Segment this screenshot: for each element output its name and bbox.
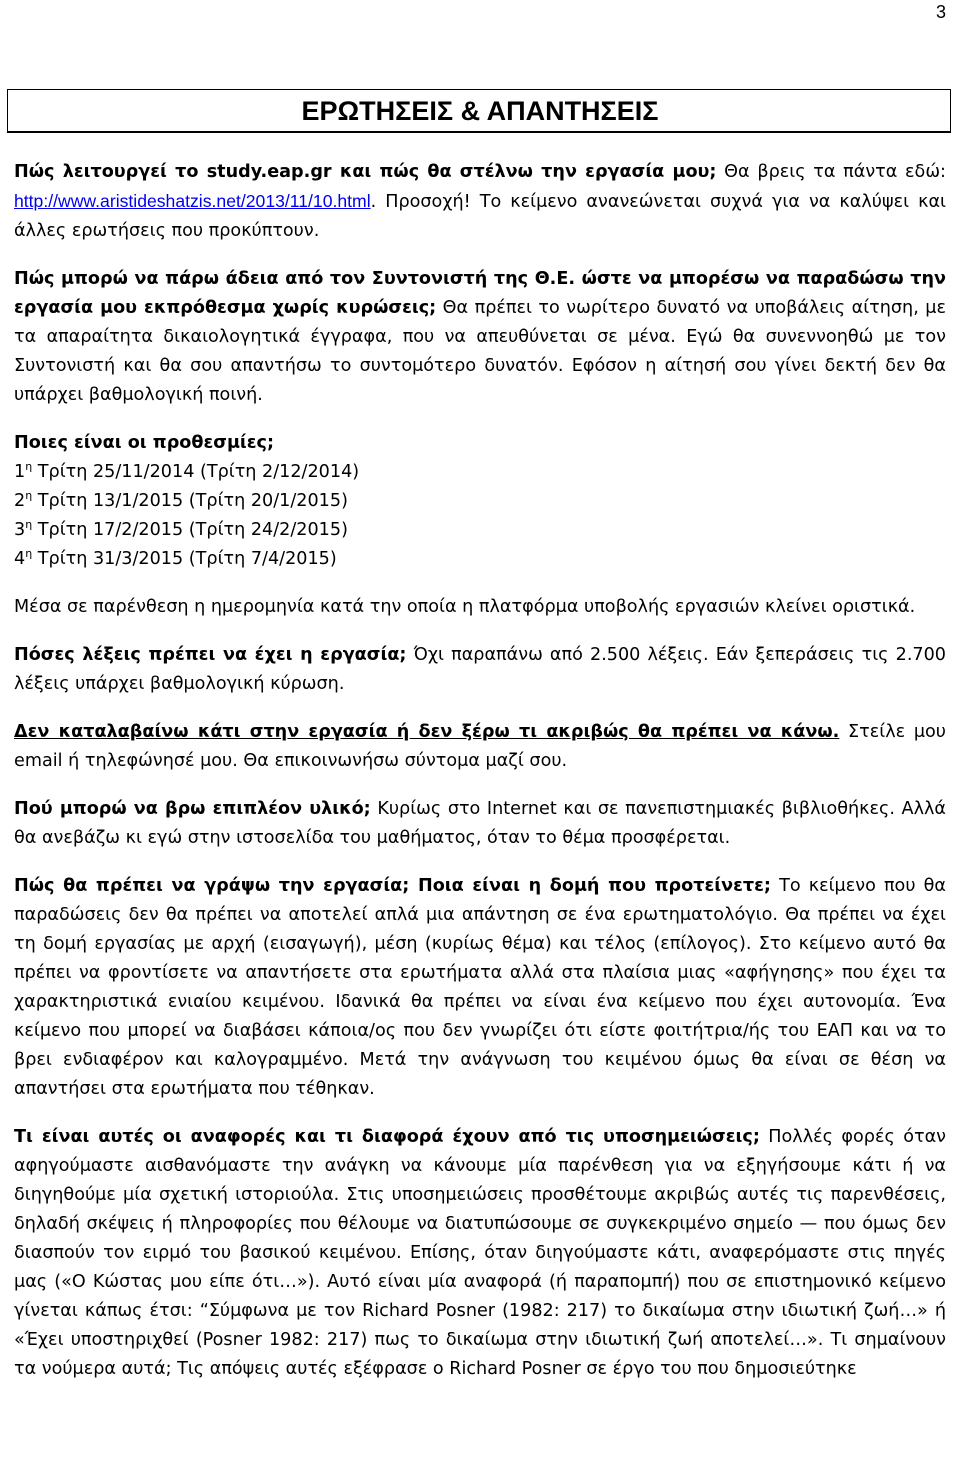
- answer-text: Κυρίως στο Internet και σε πανεπιστημιακές βιβλιοθήκες. Αλλά θα ανεβάζω κι εγώ στην ιστοσελίδα του μαθήματος, όταν το θέμα προσφέρεται.: [14, 799, 946, 848]
- question-text: Πώς μπορώ να πάρω άδεια από τον Συντονιστή της Θ.Ε. ώστε να μπορέσω να παραδώσω την εργασία μου εκπρόθεσμα χωρίς κυρώσεις;: [14, 269, 946, 318]
- deadline-row: $1^\eta$ Τρίτη 25/11/2014 (Τρίτη 2/12/2014): [14, 460, 360, 482]
- question-text: Τι είναι αυτές οι αναφορές και τι διαφορά έχουν από τις υποσημειώσεις;: [14, 1127, 760, 1147]
- question-text: Πώς λειτουργεί το study.eap.gr και πώς θα στέλνω την εργασία μου;: [14, 162, 717, 182]
- answer-text: Στείλε μου email ή τηλεφώνησέ μου. Θα επικοινωνήσω σύντομα μαζί σου.: [14, 722, 946, 771]
- deadline-row: $3^\eta$ Τρίτη 17/2/2015 (Τρίτη 24/2/2015): [14, 518, 348, 540]
- faq-item-contact: [14, 718, 946, 776]
- answer-text: Το κείμενο που θα παραδώσεις δεν θα πρέπει να αποτελεί απλά μια απάντηση σε ένα ερωτηματολόγιο. Θα πρέπει να έχει τη δομή εργασίας με αρχή (εισαγωγή), μέση (κυρίως θέμα) και τέλος (επίλογος). Στο κείμενο αυτό θα πρέπει να φροντίσετε να απαντήσετε στα ερωτήματα αλλά στα πλαίσια μιας «αφήγησης» που έχει τα χαρακτηριστικά ενιαίου κειμένου. Ιδανικά θα πρέπει να είναι ένα κείμενο που έχει αυτονομία. Ένα κείμενο που μπορεί να διαβάσει κάποια/ος που δεν γνωρίζει ότι είστε φοιτήτρια/ής του ΕΑΠ και να το βρει ενδιαφέρον και καλογραμμένο. Μετά την ανάγνωση του κειμένου όμως θα είναι σε θέση να απαντήσει στα ερωτήματα που τέθηκαν.: [14, 876, 946, 1099]
- faq-item-deadlines: [14, 429, 946, 574]
- answer-text: . Προσοχή! Το κείμενο ανανεώνεται συχνά για να καλύψει και άλλες ερωτήσεις που προκύπτουν.: [14, 192, 946, 241]
- page-title: ΕΡΩΤΗΣΕΙΣ & ΑΠΑΝΤΗΣΕΙΣ: [301, 96, 659, 126]
- answer-text: Όχι παραπάνω από 2.500 λέξεις. Εάν ξεπεράσεις τις 2.700 λέξεις υπάρχει βαθμολογική κύρωση.: [14, 645, 946, 694]
- deadline-row: $4^\eta$ Τρίτη 31/3/2015 (Τρίτη 7/4/2015): [14, 547, 337, 569]
- aristideshatzis-link[interactable]: http://www.aristideshatzis.net/2013/11/10.html: [14, 191, 371, 211]
- question-text: Ποιες είναι οι προθεσμίες;: [14, 433, 275, 453]
- page-number: 3: [935, 2, 946, 22]
- question-text: Πού μπορώ να βρω επιπλέον υλικό;: [14, 799, 371, 819]
- faq-item-structure: [14, 872, 946, 1104]
- deadlines-note: Μέσα σε παρένθεση η ημερομηνία κατά την οποία η πλατφόρμα υποβολής εργασιών κλείνει οριστικά.: [14, 597, 916, 617]
- faq-content: [14, 158, 946, 1403]
- faq-item-word-count: [14, 641, 946, 699]
- question-text: Πόσες λέξεις πρέπει να έχει η εργασία;: [14, 645, 407, 665]
- faq-item-material: [14, 795, 946, 853]
- deadline-row: $2^\eta$ Τρίτη 13/1/2015 (Τρίτη 20/1/2015): [14, 489, 348, 511]
- faq-item-study-platform: [14, 158, 946, 246]
- question-text: Δεν καταλαβαίνω κάτι στην εργασία ή δεν ξέρω τι ακριβώς θα πρέπει να κάνω.: [14, 722, 840, 742]
- answer-text: Πολλές φορές όταν αφηγούμαστε αισθανόμαστε την ανάγκη να κάνουμε μία παρένθεση για να εξηγήσουμε κάτι ή να διηγηθούμε μία σχετική ιστοριούλα. Στις υποσημειώσεις προσθέτουμε ακριβώς αυτές τις παρενθέσεις, δηλαδή σκέψεις ή πληροφορίες που θέλουμε να διατυπώσουμε σε συγκεκριμένο σημείο — που όμως δεν διασπούν τον ειρμό του βασικού κειμένου. Επίσης, όταν διηγούμαστε κάτι, αναφερόμαστε στις πηγές μας («Ο Κώστας μου είπε ότι…»). Αυτό είναι μία αναφορά (ή παραπομπή) που σε επιστημονικό κείμενο γίνεται κάπως έτσι: “Σύμφωνα με τον Richard Posner (1982: 217) το δικαίωμα στην ιδιωτική ζωή…» ή «Έχει υποστηριχθεί (Posner 1982: 217) πως το δικαίωμα στην ιδιωτική ζωή αποτελεί…». Τι σημαίνουν τα νούμερα αυτά; Τις απόψεις αυτές εξέφρασε ο Richard Posner σε έργο του που δημοσιεύτηκε: [14, 1127, 946, 1379]
- answer-text: Θα βρεις τα πάντα εδώ:: [716, 162, 946, 182]
- faq-item-references: [14, 1123, 946, 1384]
- faq-item-extension: [14, 265, 946, 410]
- answer-text: Θα πρέπει το νωρίτερο δυνατό να υποβάλεις αίτηση, με τα απαραίτητα δικαιολογητικά έγγραφα, που να απευθύνεται σε μένα. Εγώ θα συνεννοηθώ με τον Συντονιστή και θα σου απαντήσω το συντομότερο δυνατόν. Εφόσον η αίτησή σου γίνει δεκτή δεν θα υπάρχει βαθμολογική ποινή.: [14, 298, 946, 405]
- question-text: Πώς θα πρέπει να γράψω την εργασία; Ποια είναι η δομή που προτείνετε;: [14, 876, 771, 896]
